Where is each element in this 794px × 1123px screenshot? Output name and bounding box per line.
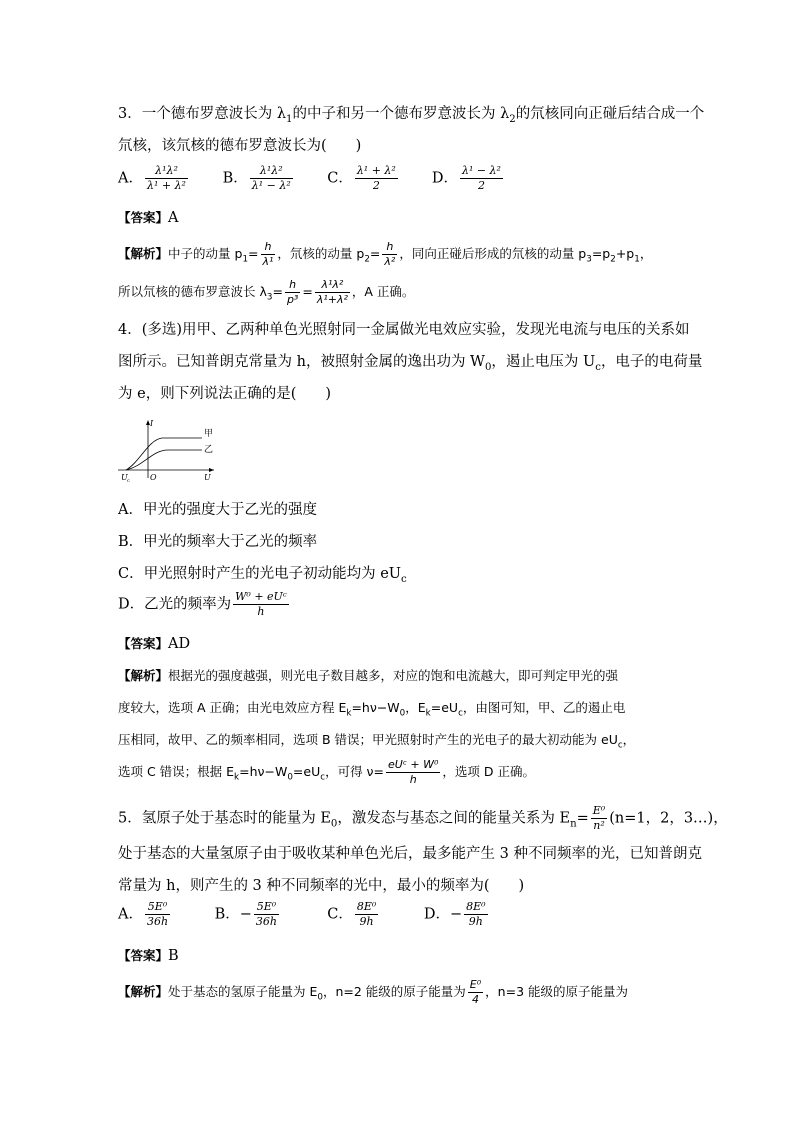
uc-sub-label: c <box>127 478 130 484</box>
x-axis-label: U <box>204 473 211 482</box>
q3-options <box>118 164 532 193</box>
q3-option-a: A． $\frac{\text{λ¹λ²}}{\text{λ¹ + λ²}}$ <box>118 164 186 192</box>
curve-yi-label: 乙 <box>204 445 214 455</box>
q4-option-a: A．甲光的强度大于乙光的强度 <box>118 502 317 518</box>
q4-explanation-line3: 压相同，故甲、乙的频率相同，选项 B 错误；甲光照射时产生的光电子的最大初动能为 $eU_c$， <box>118 732 636 751</box>
q4-answer: 【答案】AD <box>118 636 191 652</box>
q5-option-b: B．− $\frac{\text{5E⁰}}{36h}$ <box>214 900 278 928</box>
q5-line2: 处于基态的大量氢原子由于吸收某种单色光后，最多能产生 3 种不同频率的光，已知普朗克 <box>118 846 702 862</box>
q4-line3: 为 e，则下列说法正确的是( ) <box>118 386 332 402</box>
q3-option-c: C． $\frac{\text{λ¹ + λ²}}{2}$ <box>327 164 396 192</box>
q3-explanation-line1: 【解析】中子的动量 $p_1=$ $\frac{h}{\text{λ¹}}$ ，氘核的动量 $p_2=$ $\frac{h}{\text{λ²}}$ ，同向正碰后形成的氘核的动量 $p_3=p_2+p_1$， <box>118 240 653 268</box>
q5-option-d: D．− $\frac{\text{8E⁰}}{9h}$ <box>423 900 486 928</box>
q5-option-c: C． $\frac{\text{8E⁰}}{9h}$ <box>327 900 377 928</box>
q4-line2: 图所示。已知普朗克常量为 h，被照射金属的逸出功为 $W_0$，遏止电压为 $U_c$，电子的电荷量 <box>118 354 703 373</box>
q4-option-d: D．乙光的频率为 $\frac{\text{W⁰ + eUᶜ}}{h}$ <box>118 590 287 618</box>
q5-explanation-line1: 【解析】处于基态的氢原子能量为 $E_0$，n=2 能级的原子能量为 $\frac{\text{E⁰}}{4}$ ，n=3 能级的原子能量为 <box>118 978 628 1006</box>
q3-line2: 氘核，该氘核的德布罗意波长为( ) <box>118 138 362 154</box>
q5-line1: 5．氢原子处于基态时的能量为 $E_0$，激发态与基态之间的能量关系为 $E_n=$ $\frac{\text{E⁰}}{\text{n²}}$ (n=1，2，3…)， <box>118 804 728 832</box>
q3-explanation-line2: 所以氘核的德布罗意波长 $\lambda_3=$ $\frac{h}{\text{p³}}$ = $\frac{\text{λ¹λ²}}{\text{λ¹+λ²}}$ ，A 正确。 <box>118 278 415 306</box>
q5-option-a: A． $\frac{\text{5E⁰}}{36h}$ <box>118 900 169 928</box>
q4-option-c: C．甲光照射时产生的光电子初动能均为 $eU_c$ <box>118 566 407 585</box>
q5-line3: 常量为 h，则产生的 3 种不同频率的光中，最小的频率为( ) <box>118 878 525 894</box>
q4-explanation-line4: 选项 C 错误；根据 $E_k=h\nu-W_0=eU_c$，可得 ν= $\frac{\text{eUᶜ + W⁰}}{h}$ ，选项 D 正确。 <box>118 758 535 786</box>
q5-options <box>118 900 516 929</box>
origin-label: O <box>150 473 157 482</box>
q3-answer: 【答案】A <box>118 210 179 226</box>
q4-line1: 4．(多选)用甲、乙两种单色光照射同一金属做光电效应实验，发现光电流与电压的关系如 <box>118 322 690 338</box>
photoelectric-iv-graph <box>118 418 218 486</box>
q5-answer: 【答案】B <box>118 948 179 964</box>
q4-explanation-line1: 【解析】根据光的强度越强，则光电子数目越多，对应的饱和电流越大，即可判定甲光的强 <box>118 668 619 683</box>
q4-option-b: B．甲光的频率大于乙光的频率 <box>118 534 318 550</box>
q3-option-b: B． $\frac{\text{λ¹λ²}}{\text{λ¹ − λ²}}$ <box>222 164 291 192</box>
q3-line1: 3．一个德布罗意波长为 $\lambda_1$的中子和另一个德布罗意波长为 $\lambda_2$的氘核同向正碰后结合成一个 <box>118 106 705 125</box>
q4-explanation-line2: 度较大，选项 A 正确；由光电效应方程 $E_k=h\nu-W_0$，$E_k=eU_c$，由图可知，甲、乙的遏止电 <box>118 700 626 719</box>
y-axis-label: I <box>150 419 154 428</box>
curve-jia-label: 甲 <box>204 429 214 439</box>
uc-label: U <box>121 473 128 482</box>
q3-option-d: D． $\frac{\text{λ¹ − λ²}}{2}$ <box>431 164 501 192</box>
